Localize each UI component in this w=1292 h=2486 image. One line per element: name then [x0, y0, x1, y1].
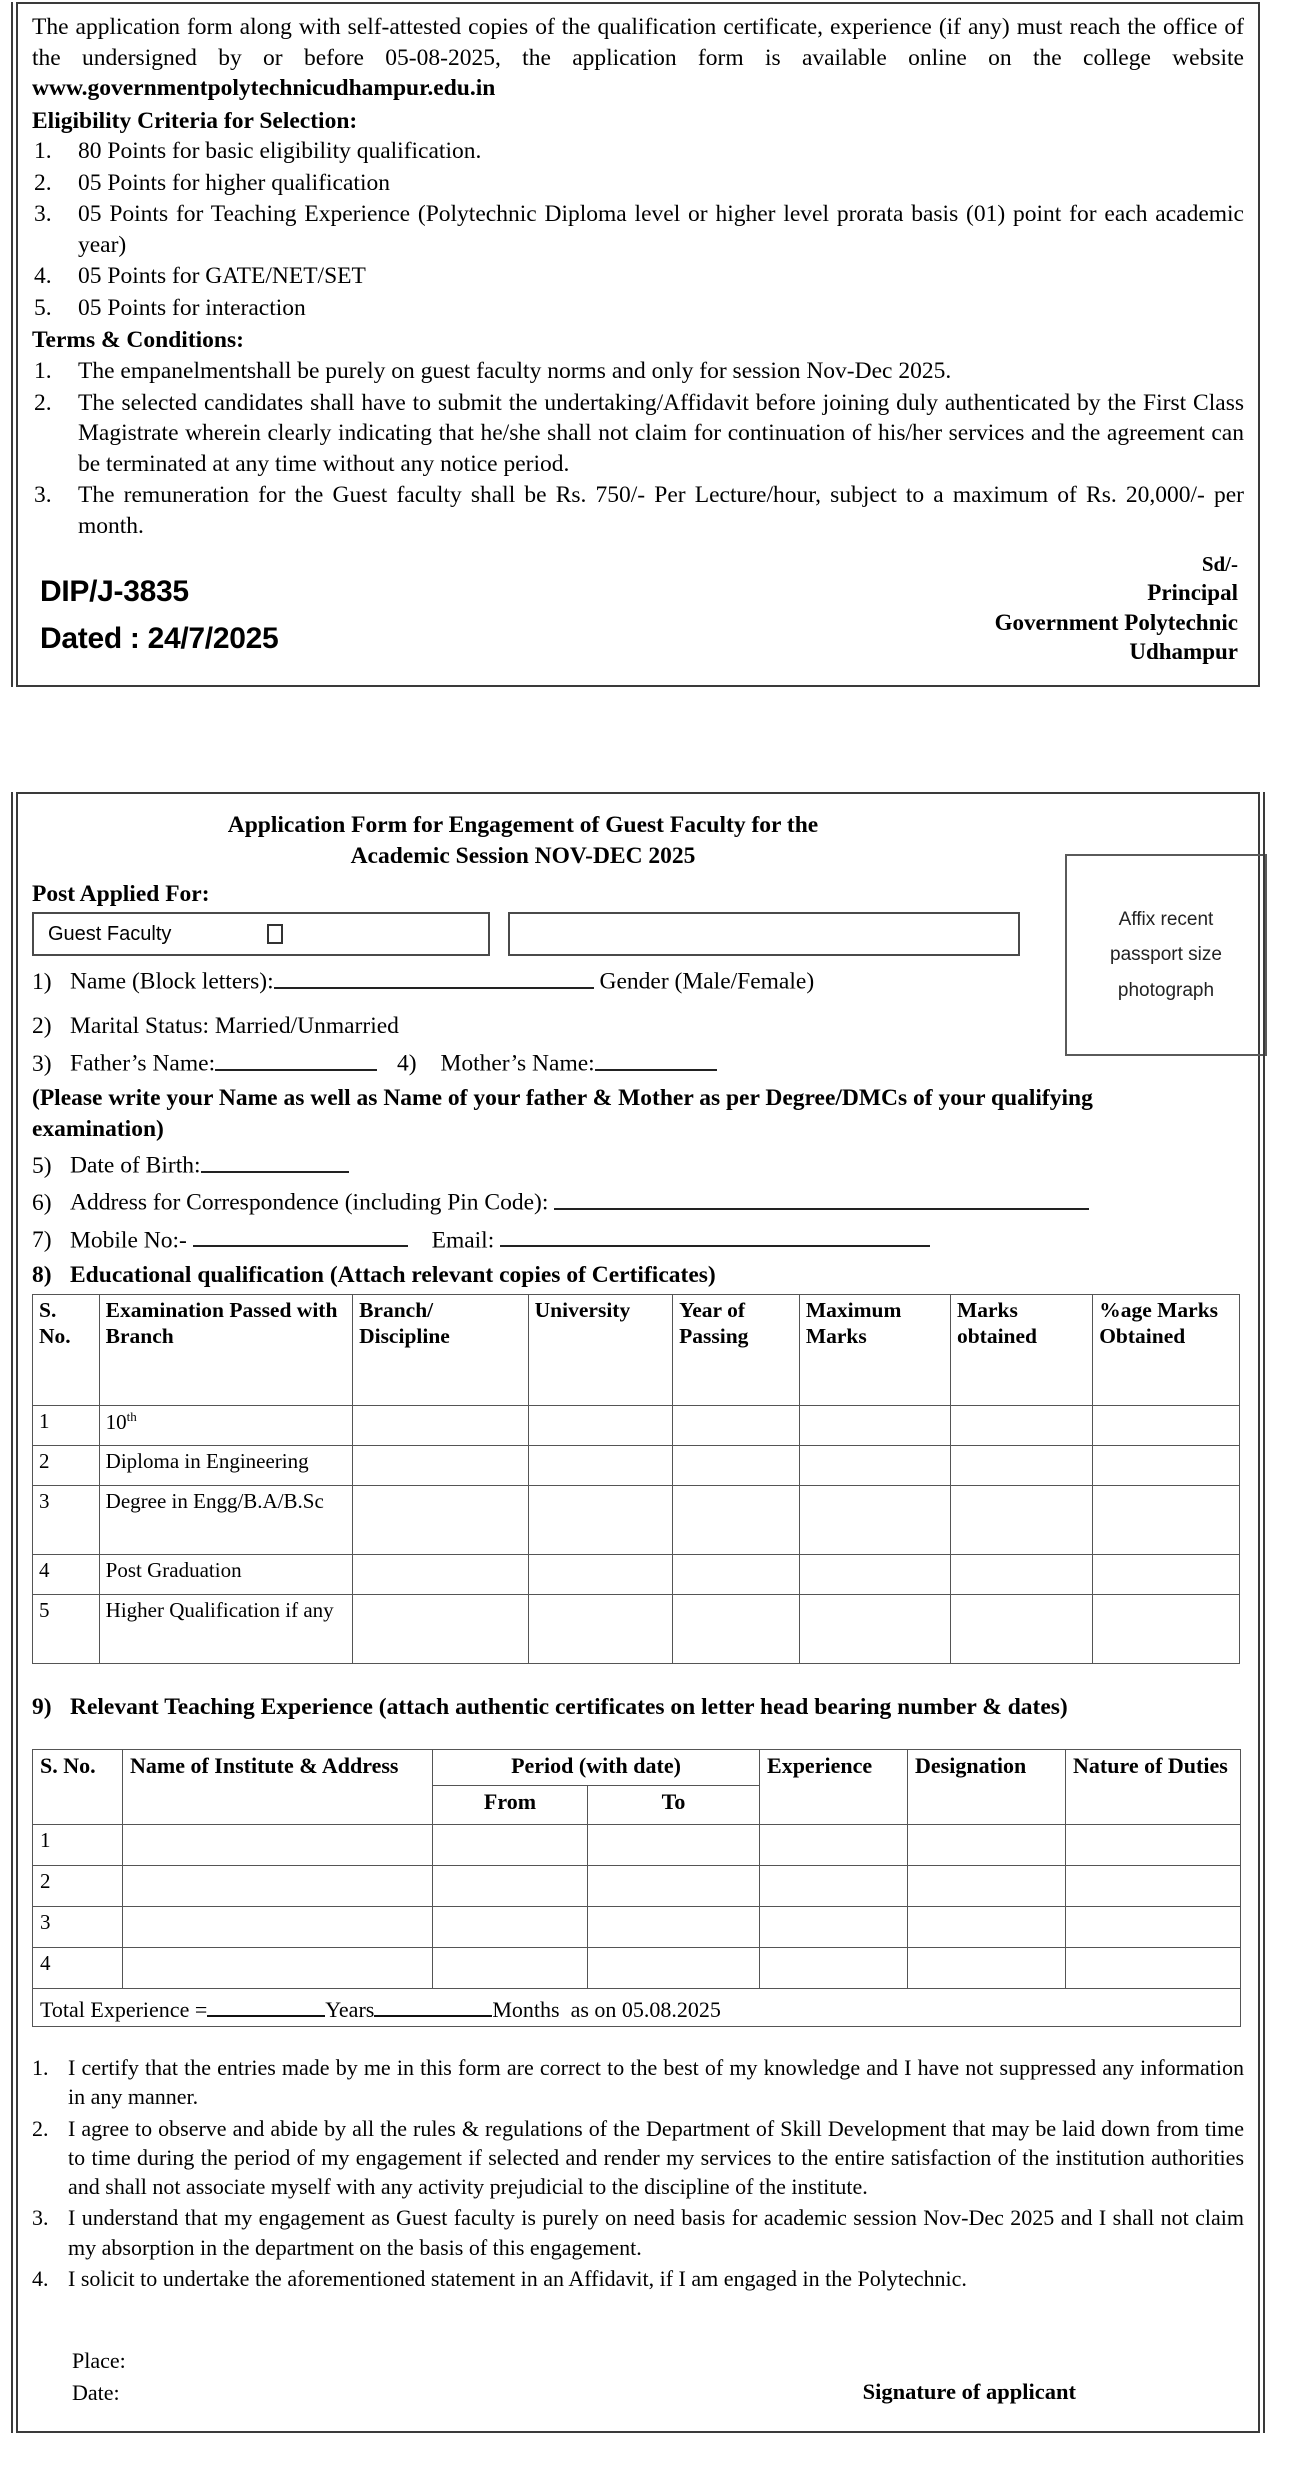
experience-cell-nature[interactable]: [1066, 1906, 1241, 1947]
list-marker: 2.: [34, 389, 52, 416]
terms-heading: Terms & Conditions:: [32, 327, 244, 354]
field-5-marker: 5): [32, 1152, 52, 1179]
eligibility-item-3: [32, 199, 1244, 260]
form-title-line-2: Academic Session NOV-DEC 2025: [350, 842, 696, 869]
total-years-input-line[interactable]: [207, 1992, 325, 2017]
experience-col-designation: Designation: [908, 1749, 1066, 1824]
total-years-label: Years: [325, 1997, 375, 2023]
total-experience-label: Total Experience =: [40, 1997, 208, 2023]
table-row: [33, 1595, 1240, 1664]
photo-line-1: Affix recent: [1118, 909, 1214, 931]
mobile-input-line[interactable]: [193, 1221, 408, 1248]
field-5-label: Date of Birth:: [70, 1152, 201, 1179]
institution-place: Udhampur: [1129, 639, 1238, 665]
education-cell-year[interactable]: [673, 1486, 800, 1555]
education-cell-sno: 2: [33, 1446, 100, 1486]
application-form-box: [16, 792, 1260, 2433]
education-cell-marksobtained[interactable]: [950, 1486, 1092, 1555]
list-marker: 3.: [32, 2205, 49, 2231]
total-experience-row: [33, 1988, 1241, 2026]
table-row: [33, 1824, 1241, 1865]
field-1-label: Name (Block letters):: [70, 968, 274, 995]
education-cell-exam: Post Graduation: [99, 1555, 352, 1595]
experience-cell-institute[interactable]: [123, 1906, 433, 1947]
education-cell-sno: 1: [33, 1406, 100, 1446]
field-parents-name-row: [32, 1044, 1244, 1079]
list-marker: 2.: [32, 2115, 49, 2141]
declaration-item-1: [32, 2053, 1244, 2112]
terms-item-3: [32, 480, 1244, 541]
table-row: [33, 1446, 1240, 1486]
education-cell-maxmarks[interactable]: [799, 1555, 950, 1595]
sd-mark: Sd/-: [1201, 552, 1238, 577]
terms-item-text: The empanelmentshall be purely on guest faculty norms and only for session Nov-Dec 2025.: [78, 358, 952, 385]
education-cell-branch[interactable]: [353, 1486, 529, 1555]
eligibility-item-text: 05 Points for GATE/NET/SET: [78, 263, 366, 290]
experience-cell-institute[interactable]: [123, 1824, 433, 1865]
photo-line-3: photograph: [1117, 979, 1215, 1001]
terms-item-text: The remuneration for the Guest faculty shall be Rs. 750/- Per Lecture/hour, subject to a maximum of Rs. 20,000/- per month.: [78, 482, 1244, 539]
education-cell-exam: Diploma in Engineering: [99, 1446, 352, 1486]
notice-box: [16, 2, 1260, 687]
education-exam-superscript: th: [126, 1409, 137, 1425]
list-marker: 3.: [34, 482, 52, 509]
field-2-marker: 2): [32, 1013, 52, 1040]
education-cell-percentage[interactable]: [1093, 1406, 1240, 1446]
education-cell-university[interactable]: [528, 1555, 672, 1595]
declaration-text: I agree to observe and abide by all the rules & regulations of the Department of Skill Development that may be laid down from time to time during the period of my engagement if selected and render my services to the entire satisfaction of the institution authorities and shall not associate myself with any activity prejudicial to the discipline of the institute.: [68, 2115, 1244, 2200]
experience-cell-sno: 4: [33, 1947, 123, 1988]
experience-col-period: Period (with date): [433, 1749, 760, 1785]
field-3-label: Father’s Name:: [70, 1050, 216, 1077]
terms-item-text: The selected candidates shall have to submit the undertaking/Affidavit before joining duly authenticated by the First Class Magistrate wherein clearly indicating that he/she shall not claim for continuation of his/her services and the agreement can be terminated at any time without any notice period.: [78, 389, 1244, 477]
education-cell-percentage[interactable]: [1093, 1595, 1240, 1664]
education-col-marksobtained: Marks obtained: [950, 1295, 1092, 1406]
education-cell-year[interactable]: [673, 1555, 800, 1595]
list-marker: 3.: [34, 201, 52, 228]
education-cell-exam: Degree in Engg/B.A/B.Sc: [99, 1486, 352, 1555]
experience-cell-nature[interactable]: [1066, 1865, 1241, 1906]
field-6-marker: 6): [32, 1190, 52, 1217]
education-cell-maxmarks[interactable]: [799, 1446, 950, 1486]
name-input-line[interactable]: [274, 962, 594, 989]
email-label: Email:: [431, 1227, 495, 1254]
eligibility-list: [32, 136, 1244, 323]
experience-cell-to[interactable]: [588, 1947, 760, 1988]
experience-cell-nature[interactable]: [1066, 1824, 1241, 1865]
experience-cell-designation[interactable]: [908, 1824, 1066, 1865]
terms-item-1: [32, 356, 1244, 387]
education-cell-maxmarks[interactable]: [799, 1595, 950, 1664]
field-8-label: Educational qualification (Attach relevant copies of Certificates): [70, 1261, 716, 1288]
eligibility-item-text: 05 Points for higher qualification: [78, 169, 390, 196]
field-mobile-email-row: [32, 1221, 1244, 1256]
education-cell-marksobtained[interactable]: [950, 1446, 1092, 1486]
field-9-label: Relevant Teaching Experience (attach authentic certificates on letter head bearing number & dates): [70, 1694, 1068, 1721]
experience-cell-from[interactable]: [433, 1947, 588, 1988]
experience-cell-nature[interactable]: [1066, 1947, 1241, 1988]
experience-cell-designation[interactable]: [908, 1865, 1066, 1906]
education-cell-percentage[interactable]: [1093, 1555, 1240, 1595]
eligibility-item-text: 05 Points for Teaching Experience (Polytechnic Diploma level or higher level prorata basis (01) point for each academic year): [78, 201, 1244, 258]
education-cell-university[interactable]: [528, 1406, 672, 1446]
education-cell-university[interactable]: [528, 1595, 672, 1664]
education-cell-university[interactable]: [528, 1446, 672, 1486]
dip-block: [40, 569, 278, 662]
field-marital-status-row: [32, 1011, 1244, 1042]
field-4-marker: 4): [396, 1050, 417, 1077]
dip-number: DIP/J-3835: [40, 575, 189, 609]
total-as-on-date: as on 05.08.2025: [570, 1997, 721, 2023]
experience-cell-experience[interactable]: [760, 1865, 908, 1906]
education-col-percentage: %age Marks Obtained: [1093, 1295, 1240, 1406]
table-row: [33, 1486, 1240, 1555]
list-marker: 1.: [34, 358, 52, 385]
experience-cell-designation[interactable]: [908, 1906, 1066, 1947]
field-name-row: [32, 962, 1244, 997]
field-experience-row: [32, 1692, 1182, 1723]
eligibility-item-4: [32, 261, 1244, 292]
education-qualification-table: [32, 1294, 1240, 1664]
field-4-label: Mother’s Name:: [440, 1050, 595, 1077]
address-input-line[interactable]: [554, 1183, 1089, 1210]
experience-col-from: From: [433, 1785, 588, 1824]
experience-cell-from[interactable]: [433, 1865, 588, 1906]
education-cell-sno: 3: [33, 1486, 100, 1555]
eligibility-item-text: 80 Points for basic eligibility qualification.: [78, 138, 482, 165]
education-col-branch: Branch/ Discipline: [353, 1295, 529, 1406]
field-2-label: Marital Status: Married/Unmarried: [70, 1013, 399, 1040]
education-cell-year[interactable]: [673, 1446, 800, 1486]
experience-cell-to[interactable]: [588, 1865, 760, 1906]
education-cell-percentage[interactable]: [1093, 1486, 1240, 1555]
declaration-item-4: [32, 2264, 1244, 2293]
college-website: www.governmentpolytechnicudhampur.edu.in: [32, 75, 496, 102]
education-col-year: Year of Passing: [673, 1295, 800, 1406]
education-exam-text: 10: [105, 1410, 127, 1435]
list-marker: 1.: [34, 138, 52, 165]
education-cell-year[interactable]: [673, 1595, 800, 1664]
email-input-line[interactable]: [500, 1221, 930, 1248]
education-cell-year[interactable]: [673, 1406, 800, 1446]
education-table-header-row: [33, 1295, 1240, 1406]
education-col-sno: S. No.: [33, 1295, 100, 1406]
education-cell-maxmarks[interactable]: [799, 1406, 950, 1446]
terms-list: [32, 356, 1244, 541]
education-cell-marksobtained[interactable]: [950, 1406, 1092, 1446]
education-cell-exam: [99, 1406, 352, 1446]
experience-cell-to[interactable]: [588, 1906, 760, 1947]
eligibility-item-text: 05 Points for interaction: [78, 294, 306, 321]
list-marker: 4.: [32, 2265, 49, 2291]
education-cell-marksobtained[interactable]: [950, 1595, 1092, 1664]
education-cell-exam: Higher Qualification if any: [99, 1595, 352, 1664]
field-1-marker: 1): [32, 968, 52, 995]
experience-col-institute: Name of Institute & Address: [123, 1749, 433, 1824]
gender-label: Gender (Male/Female): [599, 968, 815, 995]
experience-cell-sno: 3: [33, 1906, 123, 1947]
experience-cell-experience[interactable]: [760, 1906, 908, 1947]
education-cell-university[interactable]: [528, 1486, 672, 1555]
education-cell-branch[interactable]: [353, 1595, 529, 1664]
declaration-text: I understand that my engagement as Guest faculty is purely on need basis for academic session Nov-Dec 2025 and I shall not claim my absorption in the department on the basis of this engagement.: [68, 2205, 1244, 2260]
table-row: [33, 1906, 1241, 1947]
table-row: [33, 1555, 1240, 1595]
experience-cell-institute[interactable]: [123, 1865, 433, 1906]
field-7-label: Mobile No:-: [70, 1227, 187, 1254]
education-cell-sno: 4: [33, 1555, 100, 1595]
declaration-item-3: [32, 2203, 1244, 2262]
experience-col-experience: Experience: [760, 1749, 908, 1824]
teaching-experience-table: [32, 1749, 1241, 2027]
education-col-exam: Examination Passed with Branch: [99, 1295, 352, 1406]
post-applied-boxes: [32, 912, 1044, 956]
field-8-marker: 8): [32, 1261, 52, 1288]
experience-cell-to[interactable]: [588, 1824, 760, 1865]
list-marker: 4.: [34, 263, 52, 290]
eligibility-item-2: [32, 168, 1244, 199]
education-col-university: University: [528, 1295, 672, 1406]
photo-line-2: passport size: [1110, 944, 1222, 966]
experience-cell-sno: 1: [33, 1824, 123, 1865]
experience-table-header-row-1: [33, 1749, 1241, 1785]
post-applied-input-box[interactable]: [508, 912, 1020, 956]
post-option-guest-faculty[interactable]: [32, 912, 490, 956]
experience-col-nature: Nature of Duties: [1066, 1749, 1241, 1824]
notice-signature-row: [32, 551, 1244, 671]
declaration-text: I certify that the entries made by me in this form are correct to the best of my knowledge and I have not suppressed any information in any manner.: [68, 2055, 1244, 2110]
field-address-row: [32, 1183, 1244, 1218]
education-cell-maxmarks[interactable]: [799, 1486, 950, 1555]
principal-designation: Principal: [1147, 580, 1238, 606]
experience-cell-from[interactable]: [433, 1824, 588, 1865]
notice-intro-paragraph: [32, 12, 1244, 104]
education-cell-branch[interactable]: [353, 1406, 529, 1446]
guest-faculty-checkbox[interactable]: [267, 924, 283, 944]
eligibility-item-1: [32, 136, 1244, 167]
date-label: Date:: [72, 2379, 120, 2405]
field-education-row: [32, 1260, 1244, 1291]
education-cell-branch[interactable]: [353, 1555, 529, 1595]
signature-of-applicant-label: Signature of applicant: [862, 2379, 1076, 2405]
education-cell-sno: 5: [33, 1595, 100, 1664]
form-title: [32, 810, 1244, 871]
table-row: [33, 1865, 1241, 1906]
total-months-input-line[interactable]: [374, 1992, 492, 2017]
notice-intro-text: The application form along with self-attested copies of the qualification certificate, experience (if any) must reach the office of the undersigned by or before 05-08-2025, the application form is available online on the college website: [32, 14, 1244, 71]
experience-cell-experience[interactable]: [760, 1824, 908, 1865]
form-title-line-1: Application Form for Engagement of Guest Faculty for the: [227, 812, 819, 838]
post-applied-for-label: Post Applied For:: [32, 881, 210, 908]
eligibility-item-5: [32, 293, 1244, 324]
experience-cell-designation[interactable]: [908, 1947, 1066, 1988]
declaration-item-2: [32, 2114, 1244, 2202]
education-cell-percentage[interactable]: [1093, 1446, 1240, 1486]
declaration-text: I solicit to undertake the aforementioned statement in an Affidavit, if I am engaged in the Polytechnic.: [68, 2265, 967, 2291]
declaration-list: [32, 2053, 1244, 2293]
eligibility-heading: Eligibility Criteria for Selection:: [32, 107, 358, 134]
field-7-marker: 7): [32, 1227, 52, 1254]
list-marker: 5.: [34, 294, 52, 321]
dob-input-line[interactable]: [201, 1146, 349, 1173]
father-name-input-line[interactable]: [215, 1044, 377, 1071]
education-cell-marksobtained[interactable]: [950, 1555, 1092, 1595]
total-months-label: Months: [492, 1997, 560, 2023]
experience-cell-sno: 2: [33, 1865, 123, 1906]
education-cell-branch[interactable]: [353, 1446, 529, 1486]
list-marker: 1.: [32, 2055, 49, 2081]
table-row: [33, 1406, 1240, 1446]
post-option-label: Guest Faculty: [48, 922, 172, 945]
experience-cell-from[interactable]: [433, 1906, 588, 1947]
total-experience-cell: [33, 1988, 1241, 2026]
experience-col-sno: S. No.: [33, 1749, 123, 1824]
notice-dated: Dated : 24/7/2025: [40, 621, 279, 655]
experience-cell-experience[interactable]: [760, 1947, 908, 1988]
field-3-marker: 3): [32, 1050, 52, 1077]
table-row: [33, 1947, 1241, 1988]
terms-item-2: [32, 388, 1244, 480]
list-marker: 2.: [34, 169, 52, 196]
field-6-label: Address for Correspondence (including Pin Code):: [70, 1190, 549, 1217]
place-label: Place:: [72, 2348, 126, 2374]
field-dob-row: [32, 1146, 1244, 1181]
experience-cell-institute[interactable]: [123, 1947, 433, 1988]
field-9-marker: 9): [32, 1694, 52, 1721]
mother-name-input-line[interactable]: [595, 1044, 717, 1071]
institution-name: Government Polytechnic: [994, 609, 1238, 635]
place-date-signature-block: [32, 2345, 1244, 2409]
experience-col-to: To: [588, 1785, 760, 1824]
education-col-maxmarks: Maximum Marks: [799, 1295, 950, 1406]
name-instruction-note: (Please write your Name as well as Name of your father & Mother as per Degree/DMCs of your qualifying examination): [32, 1085, 1093, 1142]
